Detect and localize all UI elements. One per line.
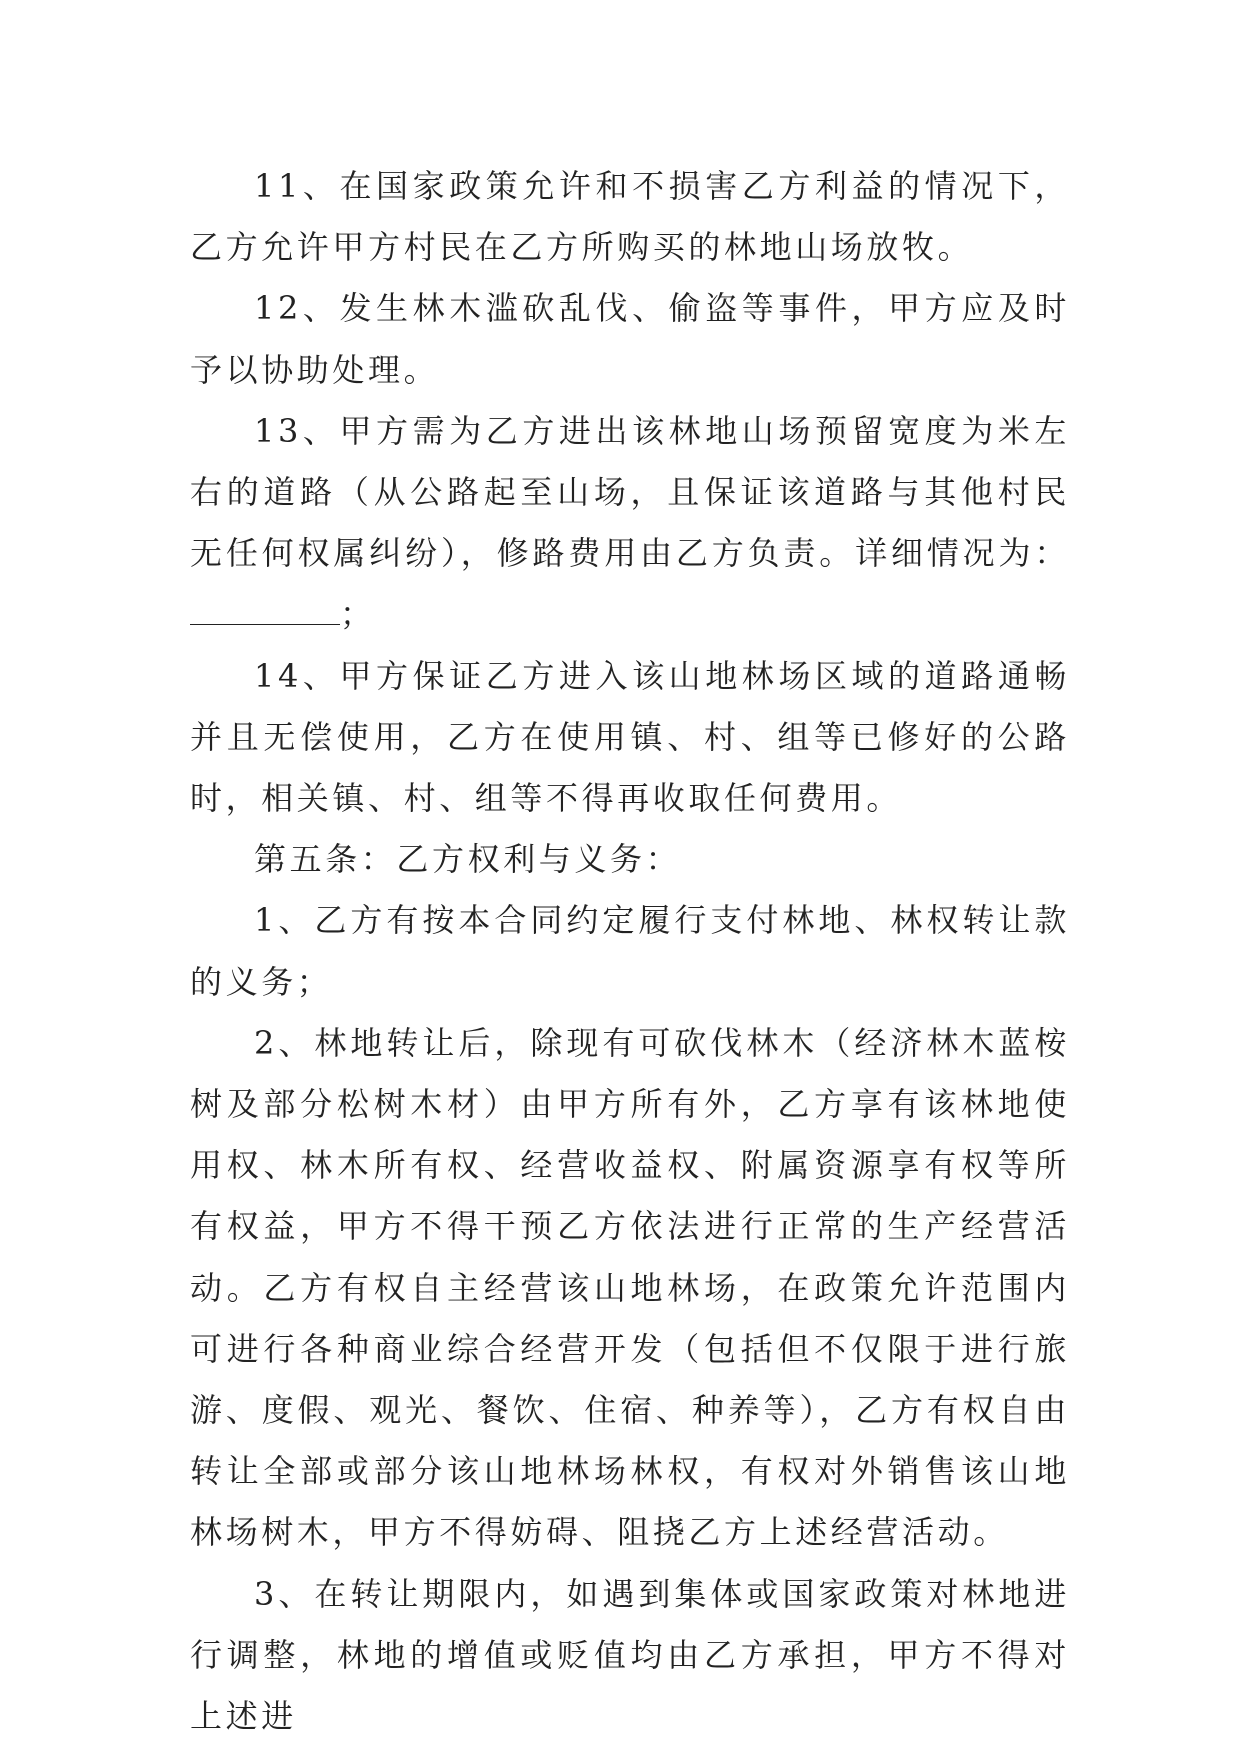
clause-13-suffix: ； [340,595,376,634]
fill-in-blank [190,590,340,625]
article-5-heading: 第五条：乙方权利与义务： [254,840,682,879]
clause-11: 11、在国家政策允许和不损害乙方利益的情况下，乙方允许甲方村民在乙方所购买的林地山场放牧。 [190,167,1070,267]
article-5-item-2: 2、林地转让后，除现有可砍伐林木（经济林木蓝桉树及部分松树木材）由甲方所有外，乙方享有该林地使用权、林木所有权、经营收益权、附属资源享有权等所有权益，甲方不得干预乙方依法进行正常的生产经营活动。乙方有权自主经营该山地林场，在政策允许范围内可进行各种商业综合经营开发（包括但不仅限于进行旅游、度假、观光、餐饮、住宿、种养等），乙方有权自由转让全部或部分该山地林场林权，有权对外销售该山地林场树木，甲方不得妨碍、阻挠乙方上述经营活动。 [190,1023,1070,1552]
article-5-item-3: 3、在转让期限内，如遇到集体或国家政策对林地进行调整，林地的增值或贬值均由乙方承担，甲方不得对上述进 [190,1574,1070,1736]
clause-13-text: 13、甲方需为乙方进出该林地山场预留宽度为米左右的道路（从公路起至山场，且保证该道路与其他村民无任何权属纠纷），修路费用由乙方负责。详细情况为： [190,411,1070,573]
clause-13 [190,401,1070,646]
clause-14: 14、甲方保证乙方进入该山地林场区域的道路通畅并且无偿使用，乙方在使用镇、村、组等已修好的公路时，相关镇、村、组等不得再收取任何费用。 [190,656,1070,818]
clause-12: 12、发生林木滥砍乱伐、偷盗等事件，甲方应及时予以协助处理。 [190,289,1070,389]
document-body [190,156,1070,1747]
article-5-item-1: 1、乙方有按本合同约定履行支付林地、林权转让款的义务； [190,901,1070,1001]
